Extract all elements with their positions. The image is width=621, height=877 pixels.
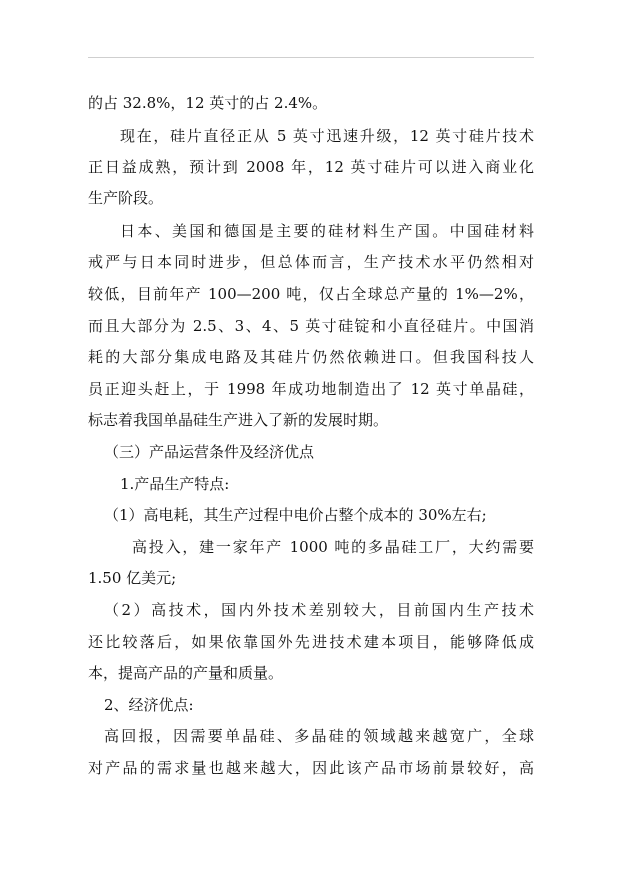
header-rule (88, 57, 534, 58)
text-line: 本，提高产品的产量和质量。 (88, 664, 284, 682)
text-line: 标志着我国单晶硅生产进入了新的发展时期。 (88, 411, 389, 429)
text-line: 较低，目前年产 100—200 吨，仅占全球总产量的 1%—2%， (88, 285, 534, 303)
subsection-heading: 2、经济优点: (104, 696, 194, 714)
text-line: 高回报，因需要单晶硅、多晶硅的领域越来越宽广，全球 (104, 727, 534, 745)
text-line: 还比较落后，如果依靠国外先进技术建本项目，能够降低成 (88, 633, 534, 651)
text-line: 对产品的需求量也越来越大，因此该产品市场前景较好，高 (88, 759, 534, 777)
text-line: 员正迎头赶上，于 1998 年成功地制造出了 12 英寸单晶硅， (88, 380, 534, 398)
text-line: 日本、美国和德国是主要的硅材料生产国。中国硅材料 (120, 222, 534, 240)
text-line: 高投入，建一家年产 1000 吨的多晶硅工厂，大约需要 (132, 538, 534, 556)
section-heading: （三）产品运营条件及经济优点 (104, 443, 315, 461)
text-line: 1.50 亿美元; (88, 569, 177, 587)
text-line: 而且大部分为 2.5、3、4、5 英寸硅锭和小直径硅片。中国消 (88, 317, 534, 335)
text-line: （2）高技术，国内外技术差别较大，目前国内生产技术 (104, 601, 534, 619)
subsection-heading: 1.产品生产特点: (120, 475, 230, 493)
text-line: 正日益成熟，预计到 2008 年，12 英寸硅片可以进入商业化 (88, 158, 534, 176)
text-line: 耗的大部分集成电路及其硅片仍然依赖进口。但我国科技人 (88, 348, 534, 366)
text-line: 戒严与日本同时进步，但总体而言，生产技术水平仍然相对 (88, 253, 534, 271)
text-line: 生产阶段。 (88, 189, 164, 207)
text-line: 现在，硅片直径正从 5 英寸迅速升级，12 英寸硅片技术 (120, 127, 534, 145)
text-line: 的占 32.8%，12 英寸的占 2.4%。 (88, 94, 328, 112)
text-line: （1）高电耗，其生产过程中电价占整个成本的 30%左右; (104, 506, 487, 524)
